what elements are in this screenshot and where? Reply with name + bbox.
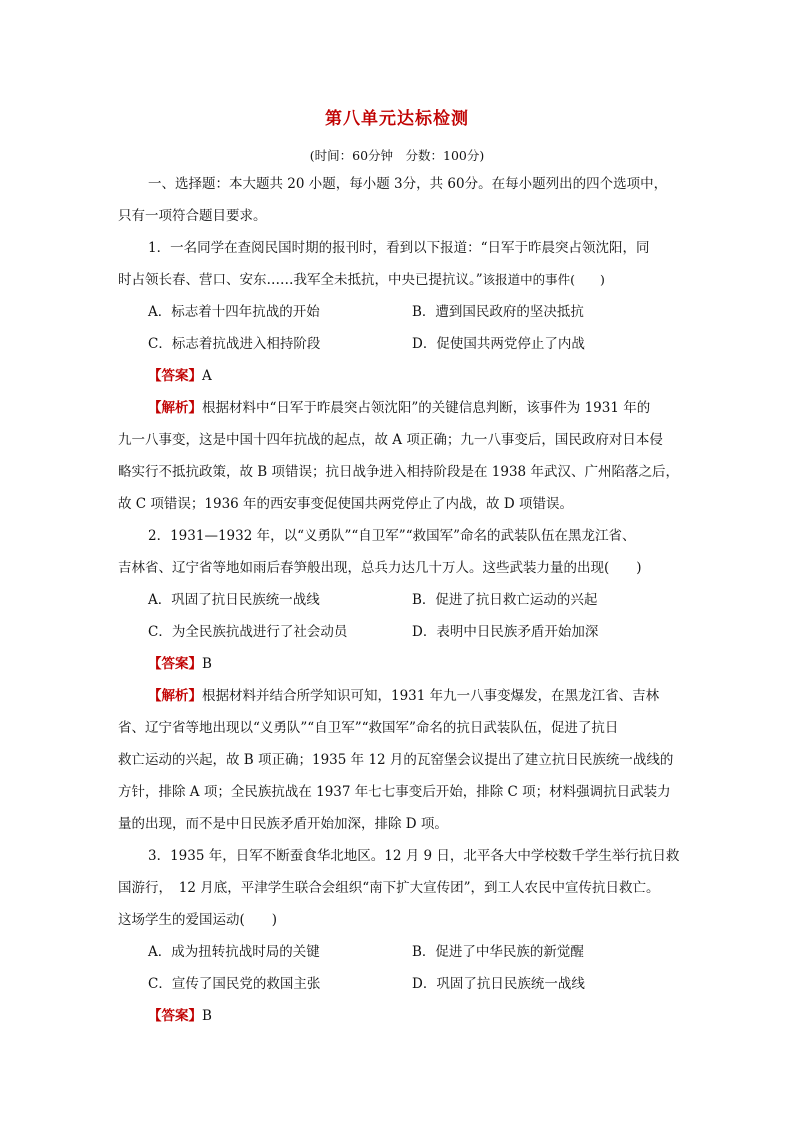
question-stem: 1．一名同学在查阅民国时期的报刊时，看到以下报道：“日军于昨晨突占领沈阳，同 — [148, 240, 650, 256]
analysis-tag: 【解析】 — [148, 400, 202, 416]
analysis-line: 【解析】根据材料中“日军于昨晨突占领沈阳”的关键信息判断，该事件为 1931 年的 — [148, 400, 651, 416]
option-c: C．为全民族抗战进行了社会动员 — [148, 624, 348, 640]
section-intro: 只有一项符合题目要求。 — [118, 208, 267, 224]
option-d: D．表明中日民族矛盾开始加深 — [412, 624, 599, 640]
question-stem: 这场学生的爱国运动( ) — [118, 912, 278, 928]
option-a: A．标志着十四年抗战的开始 — [148, 304, 320, 320]
option-d: D．巩固了抗日民族统一战线 — [412, 976, 585, 992]
option-c: C．标志着抗战进入相持阶段 — [148, 336, 321, 352]
answer-tag: 【答案】 — [148, 368, 202, 384]
question-stem: 国游行， 12 月底，平津学生联合会组织“南下扩大宣传团”，到工人农民中宣传抗日救亡。 — [118, 880, 660, 896]
answer-value: B — [202, 656, 212, 672]
option-a: A．巩固了抗日民族统一战线 — [148, 592, 320, 608]
option-c: C．宣传了国民党的救国主张 — [148, 976, 321, 992]
question-stem: 2．1931—1932 年，以“义勇队”“自卫军”“救国军”命名的武装队伍在黑龙江省、 — [148, 528, 636, 544]
option-a: A．成为扭转抗战时局的关键 — [148, 944, 320, 960]
analysis-tag: 【解析】 — [148, 688, 202, 704]
answer-tag: 【答案】 — [148, 656, 202, 672]
question-stem: 时占领长春、营口、安东……我军全未抵抗，中央已提抗议。”该报道中的事件( ) — [118, 272, 605, 288]
answer-line — [148, 367, 212, 385]
analysis-text: 救亡运动的兴起，故 B 项正确；1935 年 12 月的瓦窑堡会议提出了建立抗日民族统一战线的 — [118, 752, 674, 768]
analysis-line: 【解析】根据材料并结合所学知识可知，1931 年九一八事变爆发，在黑龙江省、吉林 — [148, 688, 660, 704]
option-d: D．促使国共两党停止了内战 — [412, 336, 585, 352]
question-stem-tail: 该报道中的事件( ) — [482, 272, 605, 287]
question-stem: 3．1935 年，日军不断蚕食华北地区。12 月 9 日，北平各大中学校数千学生举行抗日救 — [148, 848, 680, 864]
answer-value: A — [202, 368, 212, 384]
analysis-text: 九一八事变，这是中国十四年抗战的起点，故 A 项正确；九一八事变后，国民政府对日本侵 — [118, 432, 663, 448]
section-intro: 一、选择题：本大题共 20 小题，每小题 3分，共 60分。在每小题列出的四个选项中， — [148, 176, 668, 192]
answer-tag: 【答案】 — [148, 1008, 202, 1024]
option-b: B．促进了抗日救亡运动的兴起 — [412, 592, 598, 608]
analysis-text: 方针，排除 A 项；全民族抗战在 1937 年七七事变后开始，排除 C 项；材料强调抗日武装力 — [118, 784, 671, 800]
analysis-text: 量的出现，而不是中日民族矛盾开始加深，排除 D 项。 — [118, 816, 448, 832]
option-b: B．促进了中华民族的新觉醒 — [412, 944, 584, 960]
answer-line — [148, 1007, 212, 1025]
analysis-text: 略实行不抵抗政策，故 B 项错误；抗日战争进入相持阶段是在 1938 年武汉、广州陷落之后， — [118, 464, 679, 480]
page-title: 第八单元达标检测 — [325, 109, 469, 129]
answer-value: B — [202, 1008, 212, 1024]
analysis-text: 故 C 项错误；1936 年的西安事变促使国共两党停止了内战，故 D 项错误。 — [118, 496, 573, 512]
question-stem: 吉林省、辽宁省等地如雨后春笋般出现，总兵力达几十万人。这些武装力量的出现( ) — [118, 560, 642, 576]
analysis-text: 省、辽宁省等地出现以“义勇队”“自卫军”“救国军”命名的抗日武装队伍，促进了抗日 — [118, 720, 619, 736]
option-b: B．遭到国民政府的坚决抵抗 — [412, 304, 584, 320]
answer-line — [148, 655, 212, 673]
exam-info: (时间：60分钟 分数：100分) — [309, 148, 485, 163]
